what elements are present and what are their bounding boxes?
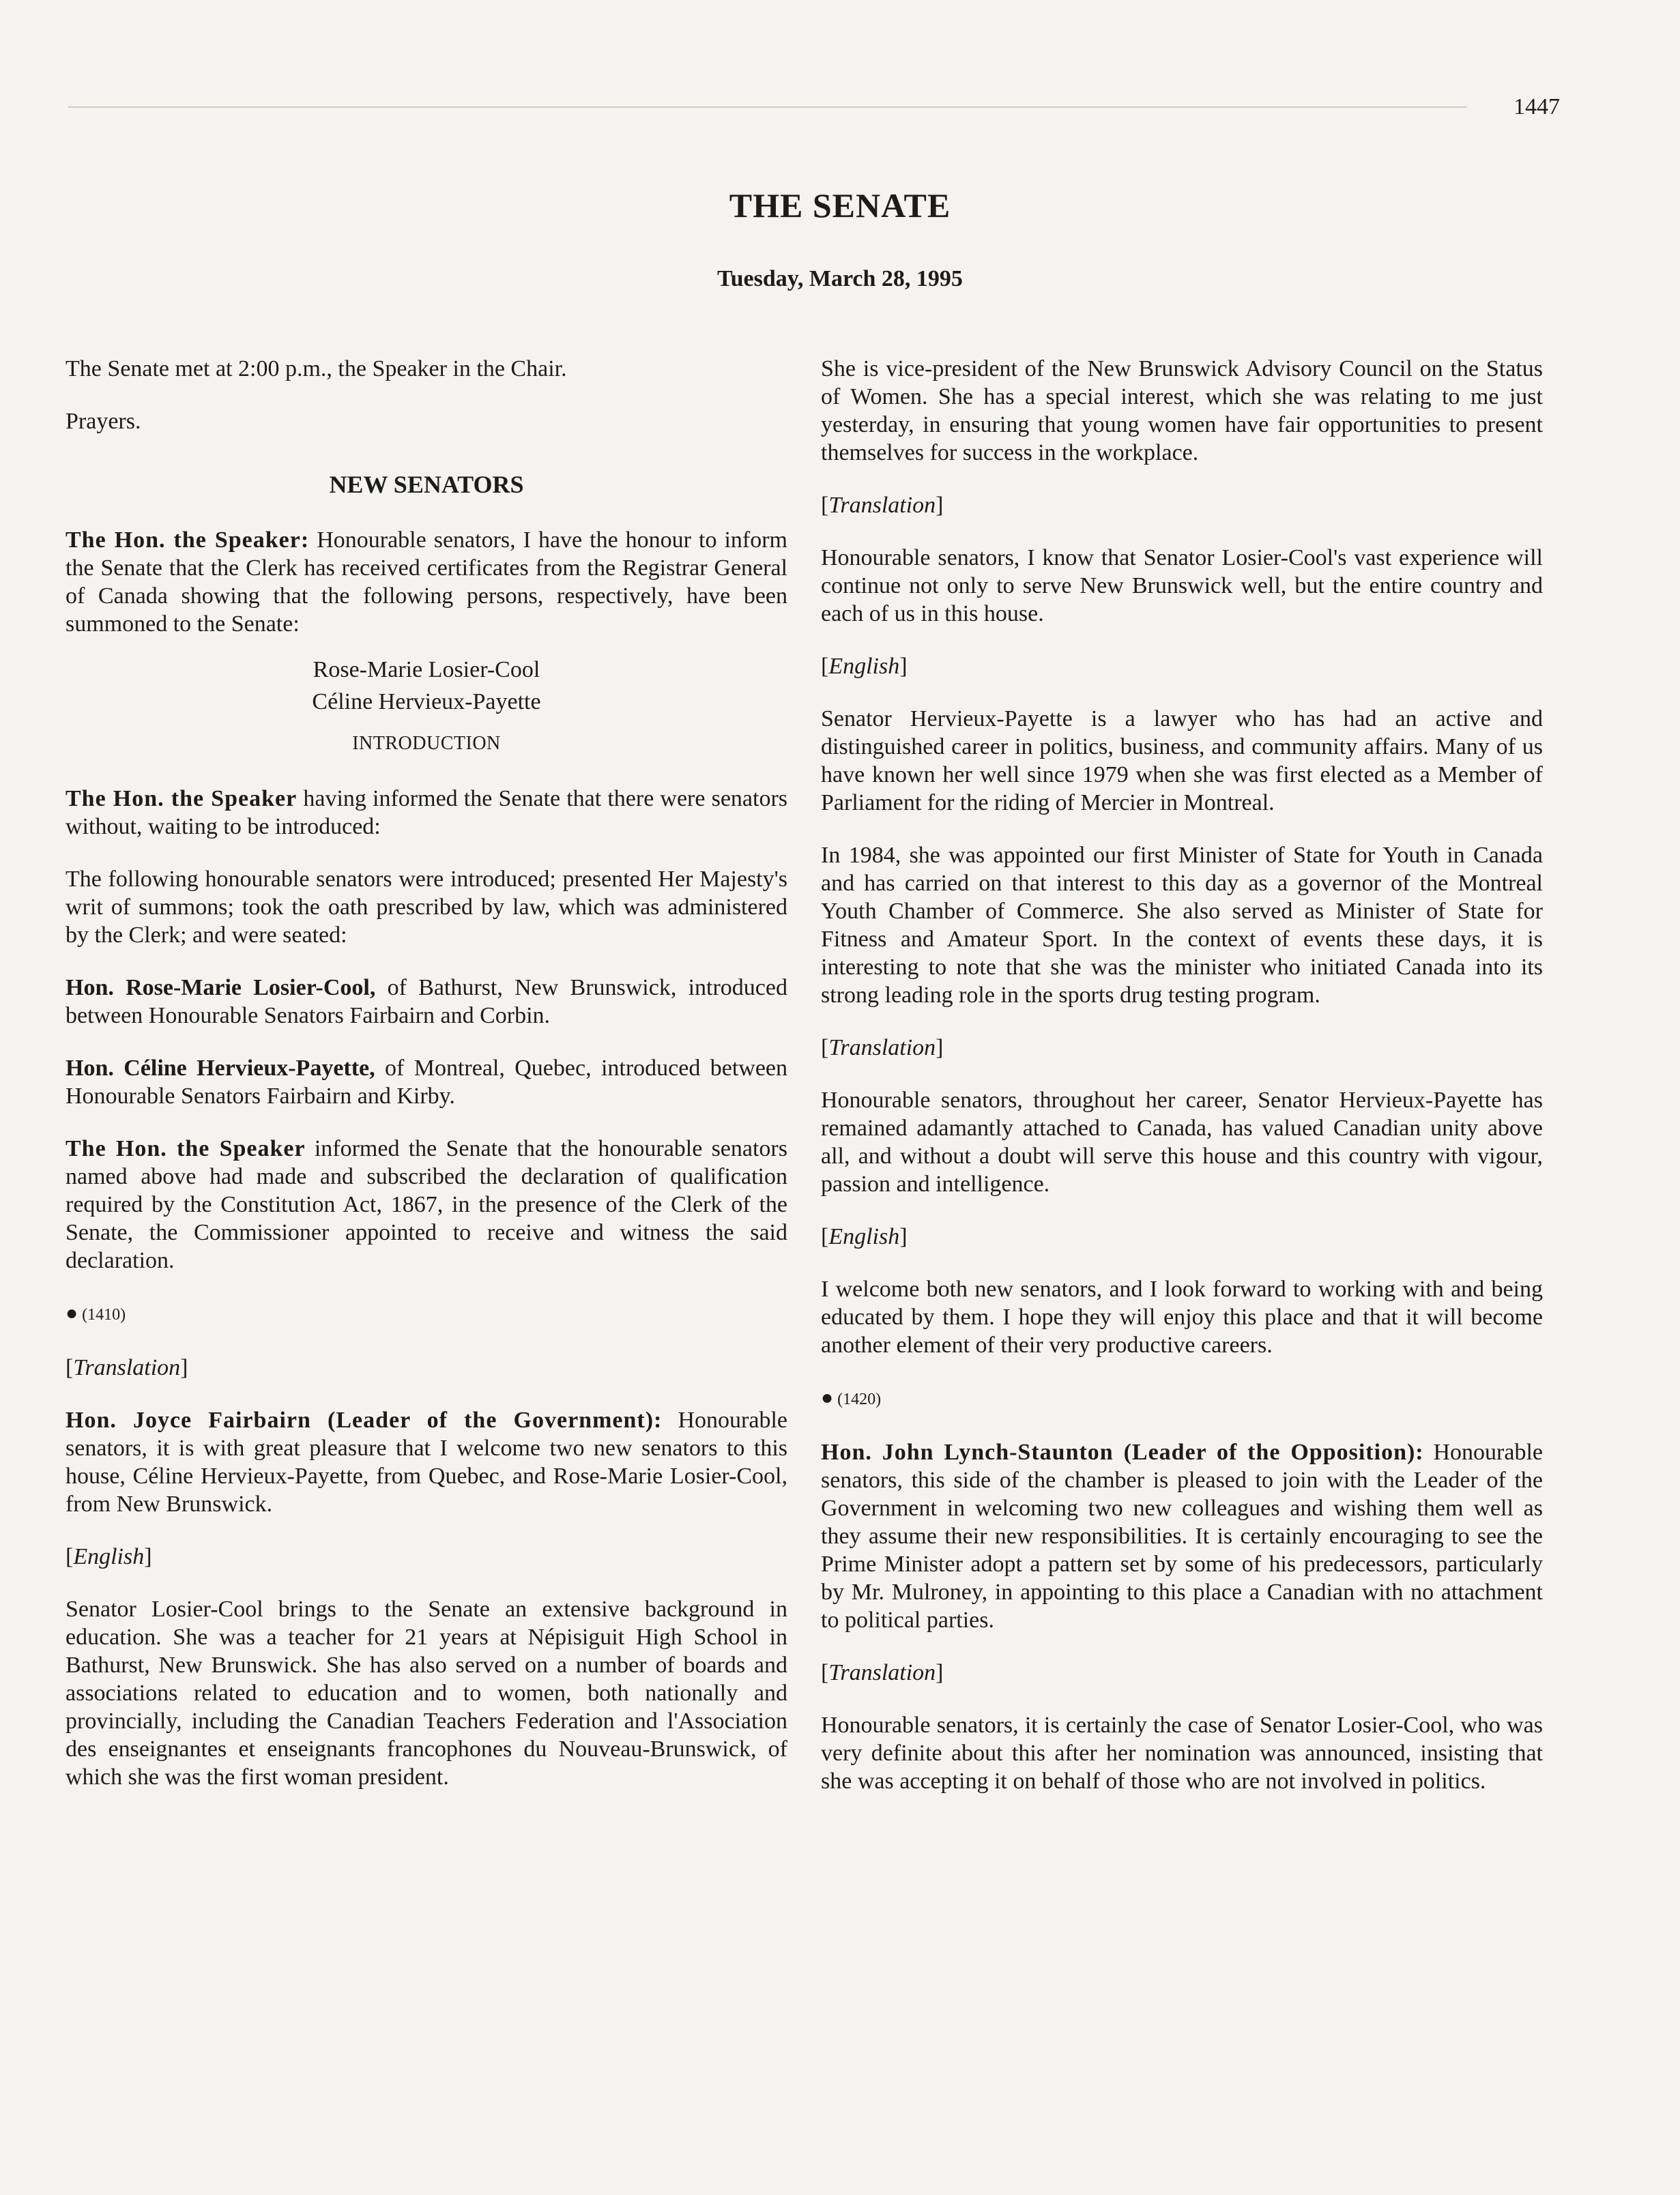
subheading: INTRODUCTION [352, 733, 501, 754]
section-heading: NEW SENATORS [329, 471, 524, 498]
speaker-name: The Hon. the Speaker [66, 1136, 306, 1161]
language-marker: [Translation] [821, 493, 944, 518]
paragraph-text: of Montreal, Quebec, introduced between Honourable Senators Fairbairn and Kirby. [66, 1056, 787, 1109]
experience-paragraph: Honourable senators, I know that Senator Losier-Cool's vast experience will continue not only to serve New Brunswick well, but the entire country and each of us in this house. [821, 545, 1543, 626]
opening-statement: The Senate met at 2:00 p.m., the Speaker in the Chair. [66, 356, 567, 381]
paragraph-text: informed the Senate that the honourable senators named above had made and subscribed the declaration of qualification required by the Constitution Act, 1867, in the presence of the Clerk of the Senate, the Commissioner appointed to receive and witness the said declaration. [66, 1136, 787, 1273]
minister-paragraph: In 1984, she was appointed our first Minister of State for Youth in Canada and has carried on that interest to this day as a governor of the Montreal Youth Chamber of Commerce. She also served as Minister of State for Fitness and Amateur Sport. In the context of events these days, it is interesting to note that she was the minister who initiated Canada into its strong leading role in the sports drug testing program. [821, 843, 1543, 1008]
speaker-announcement [66, 526, 787, 638]
language-marker: [Translation] [66, 1355, 188, 1380]
right-column [821, 355, 1543, 1820]
header-rule [68, 106, 1467, 108]
introduced-paragraph: The following honourable senators were introduced; presented Her Majesty's writ of summons; took the oath prescribed by law, which was administered by the Clerk; and were seated: [66, 867, 787, 948]
hervieux-paragraph: Senator Hervieux-Payette is a lawyer who has had an active and distinguished career in politics, business, and community affairs. Many of us have known her well since 1979 when she was first elected as a Member of Parliament for the riding of Mercier in Montreal. [821, 706, 1543, 815]
bullet-icon: ● [66, 1302, 78, 1324]
speaker-name: The Hon. the Speaker: [66, 527, 310, 553]
language-marker: [English] [66, 1544, 152, 1569]
summoned-list [66, 656, 787, 716]
welcome-paragraph: I welcome both new senators, and I look forward to working with and being educated by them. I hope they will enjoy this place and that it will become another element of their very productive careers. [821, 1277, 1543, 1358]
page-number: 1447 [1514, 94, 1560, 119]
senator-name: Hon. Rose-Marie Losier-Cool, [66, 975, 376, 1000]
page-title: THE SENATE [729, 186, 951, 224]
speaker-name: Hon. Joyce Fairbairn (Leader of the Government): [66, 1408, 663, 1433]
summoned-name: Rose-Marie Losier-Cool [313, 657, 540, 682]
fairbairn-speech [66, 1406, 787, 1518]
language-marker: [English] [821, 1224, 908, 1249]
speaker-name: Hon. John Lynch-Staunton (Leader of the Opposition): [821, 1440, 1424, 1465]
paragraph-text: Honourable senators, it is with great pleasure that I welcome two new senators to this house, Céline Hervieux-Payette, from Quebec, and Rose-Marie Losier-Cool, from New Brunswick. [66, 1408, 787, 1517]
time-marker: ● (1420) [821, 1386, 882, 1409]
speaker-name: The Hon. the Speaker [66, 786, 298, 811]
vice-president-paragraph: She is vice-president of the New Brunswick Advisory Council on the Status of Women. She has a special interest, which she was relating to me just yesterday, in ensuring that young women have fair opportunities to present themselves for success in the workplace. [821, 356, 1543, 465]
paragraph-text: having informed the Senate that there were senators without, waiting to be introduced: [66, 786, 788, 839]
sitting-date: Tuesday, March 28, 1995 [717, 266, 963, 291]
lynch-staunton-speech [821, 1438, 1543, 1634]
senator-name: Hon. Céline Hervieux-Payette, [66, 1056, 375, 1081]
bullet-icon: ● [821, 1386, 834, 1409]
senator-introduction [66, 1054, 787, 1110]
senator-introduction [66, 974, 787, 1030]
language-marker: [Translation] [821, 1035, 944, 1060]
paragraph-text: of Bathurst, New Brunswick, introduced between Honourable Senators Fairbairn and Corbin. [66, 975, 787, 1028]
definite-paragraph: Honourable senators, it is certainly the case of Senator Losier-Cool, who was very definite about this after her nomination was announced, insisting that she was accepting it on behalf of those who are not involved in politics. [821, 1713, 1543, 1794]
declaration-paragraph [66, 1135, 787, 1275]
losier-paragraph: Senator Losier-Cool brings to the Senate an extensive background in education. She was a teacher for 21 years at Népisiguit High School in Bathurst, New Brunswick. She has also served on a number of boards and associations related to education and to women, both nationally and provincially, including the Canadian Teachers Federation and l'Association des enseignantes et enseignants francophones du Nouveau-Brunswick, of which she was the first woman president. [66, 1597, 787, 1790]
career-paragraph: Honourable senators, throughout her career, Senator Hervieux-Payette has remained adamantly attached to Canada, has valued Canadian unity above all, and without a doubt will serve this house and this country with vigour, passion and intelligence. [821, 1088, 1543, 1197]
informed-paragraph [66, 785, 787, 841]
left-column [66, 355, 787, 1816]
time-marker: ● (1410) [66, 1302, 126, 1324]
paragraph-text: Honourable senators, this side of the chamber is pleased to join with the Leader of the Government in welcoming two new colleagues and wishing them well as they assume their new responsibilities. It is certainly encouraging to see the Prime Minister adopt a pattern set by some of his predecessors, particularly by Mr. Mulroney, in appointing to this place a Canadian with no attachment to political parties. [821, 1440, 1543, 1633]
prayers: Prayers. [66, 409, 141, 434]
summoned-name: Céline Hervieux-Payette [312, 689, 541, 714]
language-marker: [English] [821, 654, 908, 679]
paragraph-text: Honourable senators, I have the honour to inform the Senate that the Clerk has received certificates from the Registrar General of Canada showing that the following persons, respectively, have been summoned to the Senate: [66, 527, 788, 637]
language-marker: [Translation] [821, 1660, 944, 1685]
